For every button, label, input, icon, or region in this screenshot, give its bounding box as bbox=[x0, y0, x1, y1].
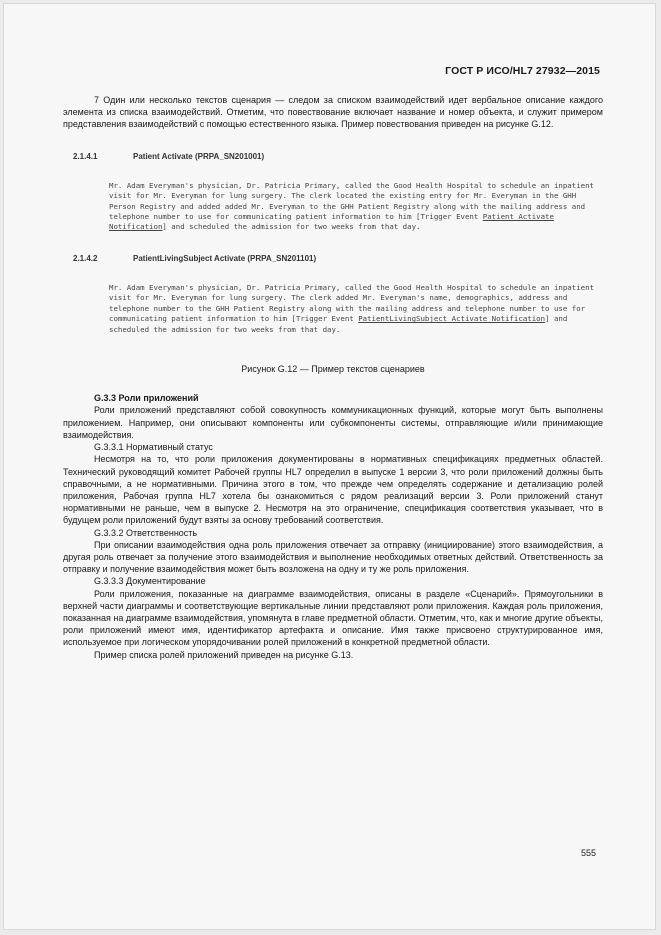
document-page bbox=[3, 3, 656, 930]
scenario-2-number: 2.1.4.2 bbox=[73, 253, 98, 263]
scenario-2-body: Mr. Adam Everyman's physician, Dr. Patricia Primary, called the Good Health Hospital to schedule an inpatient visit for Mr. Everyman for lung surgery. The clerk added Mr. Everyman's name, demographics, address and telephone number to the GHH Patient Registry along with the mailing address and telephone number to use for communicating patient information to him [Trigger Event bbox=[109, 283, 594, 324]
subheading-documenting: G.3.3.3 Документирование bbox=[94, 576, 206, 587]
scenario-2-title: PatientLivingSubject Activate (PRPA_SN201101) bbox=[133, 253, 317, 263]
scenario-1-tail: ] and scheduled the admission for two weeks from that day. bbox=[162, 222, 421, 232]
paragraph-documenting: Роли приложения, показанные на диаграмме взаимодействия, описаны в разделе «Сценарий». Прямоугольники в верхней части диаграммы и соответствующие вертикальные линии представляют роли приложения. Каждая роль приложения, показанная на диаграмме взаимодействия, упомянута в главе предметной области. Отметим, что, как и многие другие объекты, роли приложений имеют имя, идентификатор артефакта и описание. Имя также присвоено структурированное имя, используемое при логическом упорядочивании ролей приложений в конкретной предметной области. bbox=[63, 588, 603, 648]
scenario-1-heading bbox=[73, 151, 603, 163]
trigger-event-link-1[interactable]: Patient Activate Notification bbox=[109, 212, 554, 232]
scenario-1-text bbox=[109, 181, 603, 233]
paragraph-example: Пример списка ролей приложений приведен на рисунке G.13. bbox=[94, 649, 354, 660]
figure-caption: Рисунок G.12 — Пример текстов сценариев bbox=[241, 364, 425, 375]
scenario-2-text bbox=[109, 283, 603, 335]
subheading-normative: G.3.3.1 Нормативный статус bbox=[94, 442, 213, 453]
scenario-1-title: Patient Activate (PRPA_SN201001) bbox=[133, 151, 265, 161]
subheading-responsibility: G.3.3.2 Ответственность bbox=[94, 527, 198, 538]
paragraph-responsibility: При описании взаимодействия одна роль приложения отвечает за отправку (инициирование) этого взаимодействия, а другая роль отвечает за получение этого взаимодействия и выполнение необходимых ответных действий. Ответственность за отправку и получение взаимодействия может быть возложена на одну и ту же роль приложения. bbox=[63, 539, 603, 575]
paragraph-roles: Роли приложений представляют собой совокупность коммуникационных функций, которые могут быть выполнены приложением. Например, они описывают компоненты или субкомпоненты системы, отправляющие и/или принимающие взаимодействия. bbox=[63, 405, 603, 440]
document-body bbox=[63, 94, 603, 661]
paragraph-normative: Несмотря на то, что роли приложения документированы в нормативных спецификациях предметных областей. Технический руководящий комитет Рабочей группы HL7 определил в выпуске 1 версии 3, что роли приложений должны быть справочными, а не нормативными. Причина этого в том, что прежде чем определять содержание и детализацию ролей приложения, Рабочая группа HL7 хотела бы ознакомиться с рядом реализаций версии 3. Роли приложений станут нормативными не раньше, чем в выпуске 2. Несмотря на это ограничение, спецификация соответствия указывает, что в будущем роли приложений будут взяты за основу требований соответствия. bbox=[63, 454, 603, 526]
section-heading-g33: G.3.3 Роли приложений bbox=[94, 393, 199, 404]
scenario-1-number: 2.1.4.1 bbox=[73, 151, 98, 161]
standard-header: ГОСТ Р ИСО/HL7 27932—2015 bbox=[445, 65, 600, 77]
page-number: 555 bbox=[580, 848, 596, 858]
scenario-2-heading bbox=[73, 253, 603, 265]
trigger-event-link-2[interactable]: PatientLivingSubject Activate Notification bbox=[358, 314, 546, 324]
intro-paragraph: 7 Один или несколько текстов сценария — следом за списком взаимодействий идет вербальное описание каждого элемента из списка взаимодействий. Отметим, что повествование включает название и номер объекта, и служит примером представления взаимодействий с помощью естественного языка. Пример повествования приведен на рисунке G.12. bbox=[63, 95, 603, 130]
scenario-2-tail: ] and scheduled the admission for two weeks from that day. bbox=[109, 314, 568, 334]
scenario-1-body: Mr. Adam Everyman's physician, Dr. Patricia Primary, called the Good Health Hospital to schedule an inpatient visit for Mr. Everyman for lung surgery. The clerk located the existing entry for Mr. Everyman in the GHH Person Registry and added added Mr. Everyman to the GHH Patient Registry along with the mailing address and telephone number to use for communicating patient information to him [Trigger Event bbox=[109, 180, 594, 222]
